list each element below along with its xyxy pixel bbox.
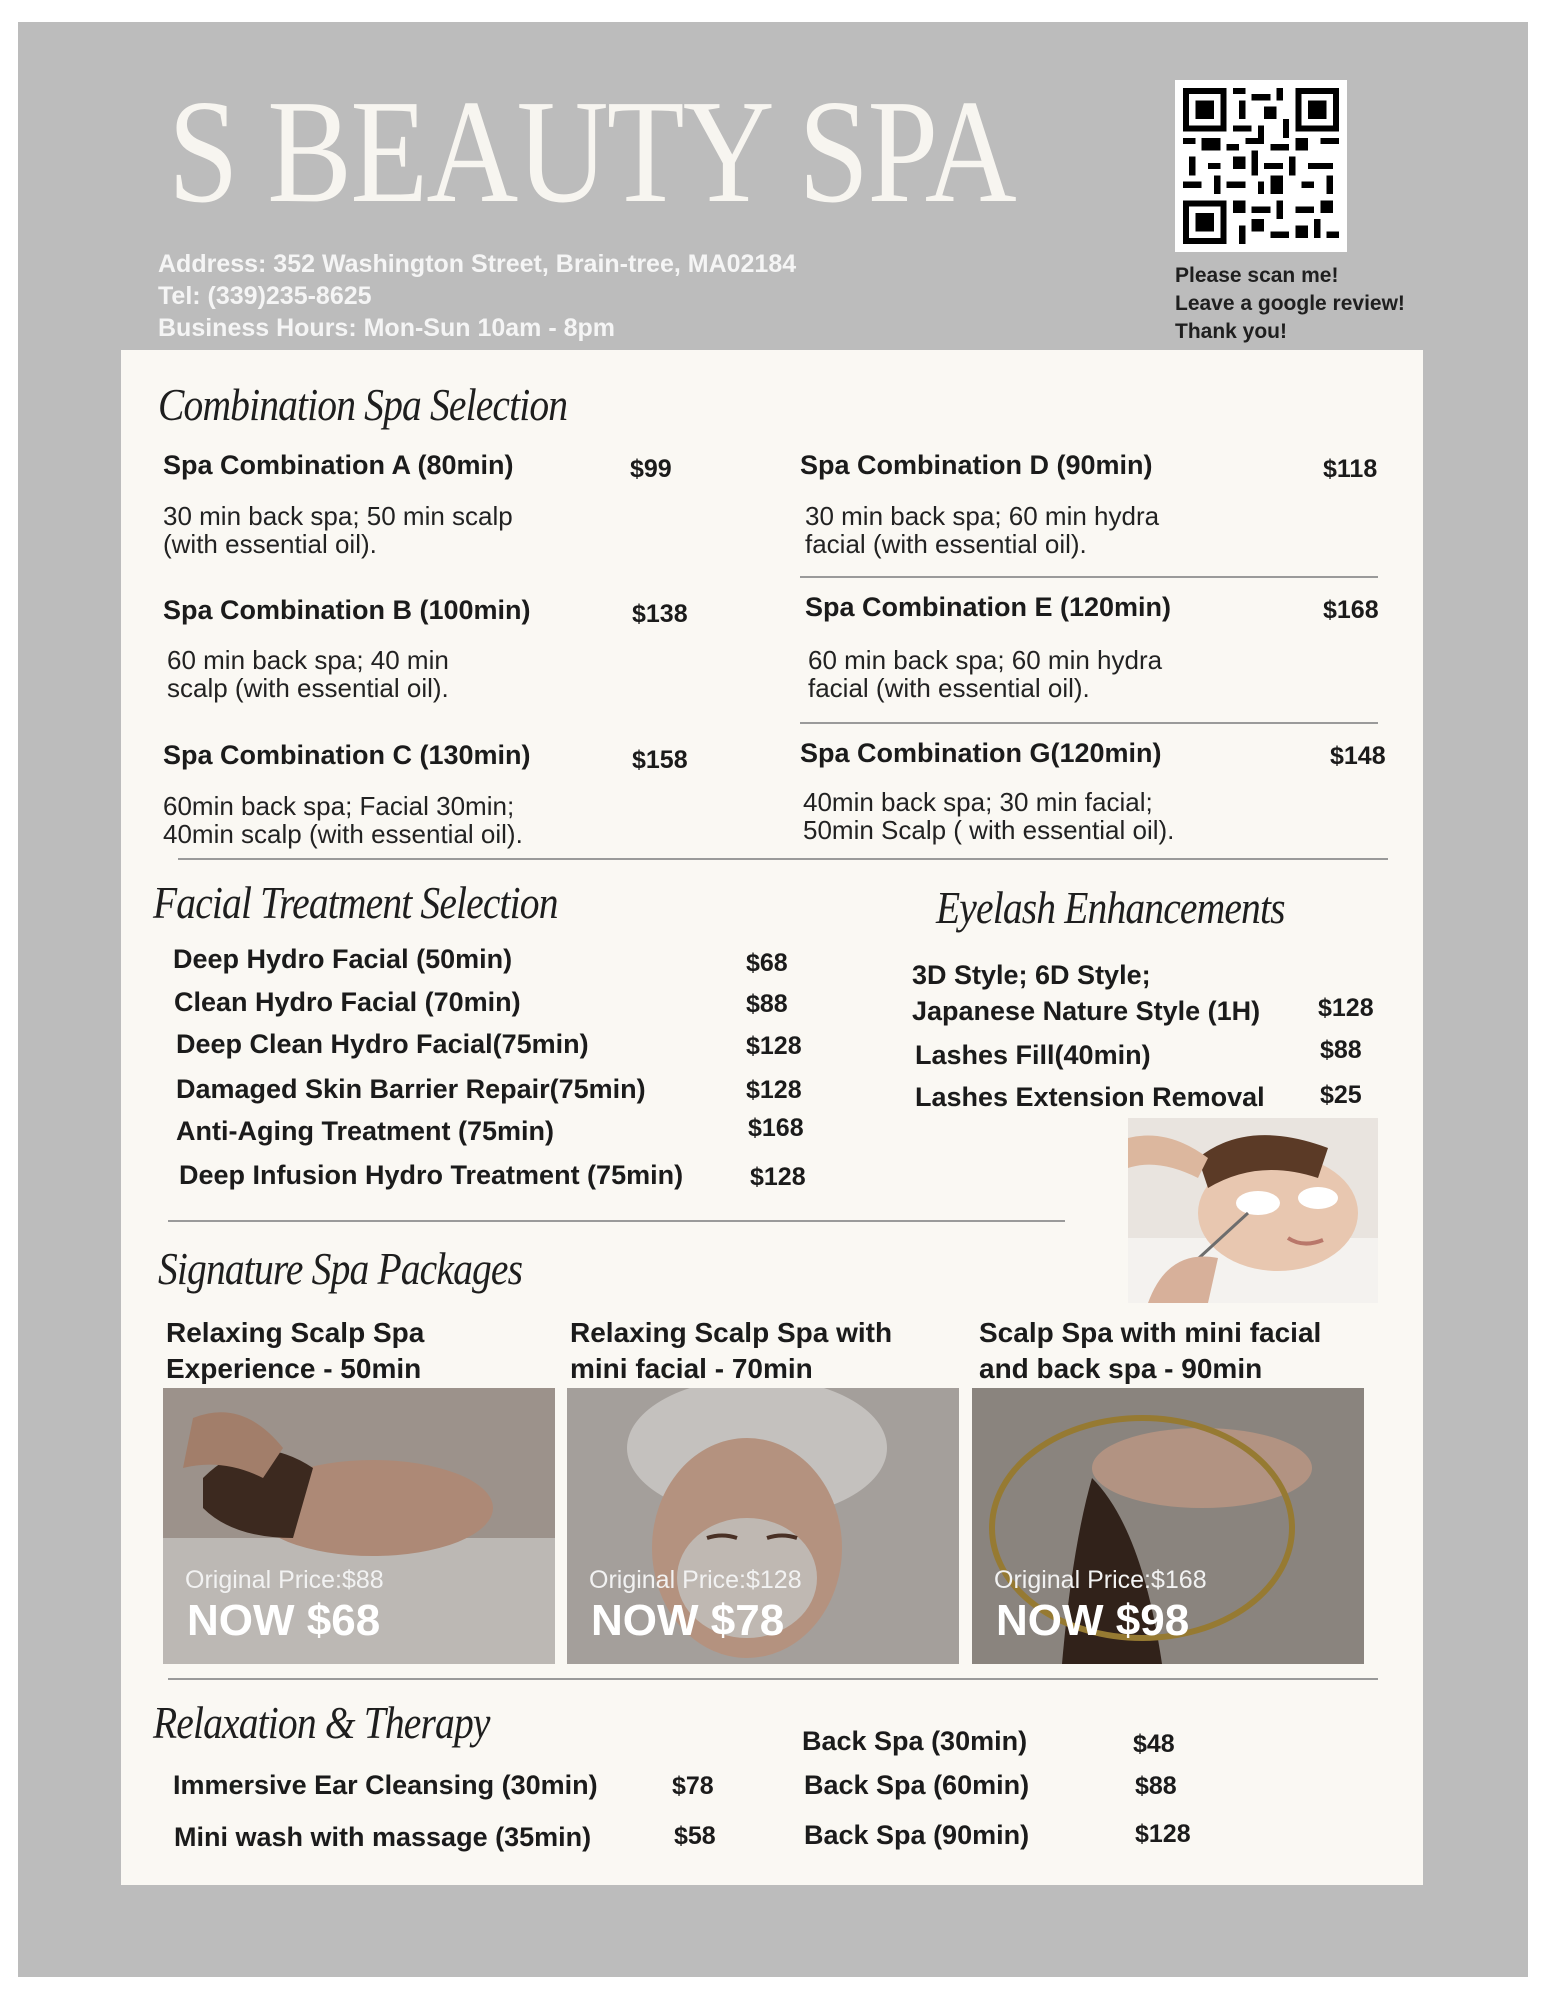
package-3-card[interactable] xyxy=(972,1388,1364,1664)
combo-d-desc xyxy=(805,502,1159,558)
back-spa-item: Back Spa (30min) xyxy=(802,1726,1028,1756)
qr-code-icon xyxy=(1183,88,1339,244)
eyelash-price: $25 xyxy=(1320,1081,1362,1109)
relaxation-item: Mini wash with massage (35min) xyxy=(174,1822,592,1852)
combo-c-desc xyxy=(163,792,523,848)
combo-c-title: Spa Combination C (130min) xyxy=(163,740,531,770)
package-1-original-price: Original Price:$88 xyxy=(185,1566,384,1594)
combo-d-title: Spa Combination D (90min) xyxy=(800,450,1153,480)
desc-line: 40min scalp (with essential oil). xyxy=(163,819,523,849)
combo-b-desc xyxy=(167,646,449,702)
relaxation-price: $78 xyxy=(672,1772,714,1800)
back-spa-price: $128 xyxy=(1135,1820,1191,1848)
title-line: mini facial - 70min xyxy=(570,1353,813,1384)
package-1-now-price: NOW $68 xyxy=(187,1596,381,1645)
package-2-card[interactable] xyxy=(567,1388,959,1664)
facial-price: $168 xyxy=(748,1114,804,1142)
package-3-now-price: NOW $98 xyxy=(996,1596,1190,1645)
combo-a-title: Spa Combination A (80min) xyxy=(163,450,514,480)
desc-line: 30 min back spa; 50 min scalp xyxy=(163,501,513,531)
package-1-card[interactable] xyxy=(163,1388,555,1664)
qr-code[interactable] xyxy=(1175,80,1347,252)
combo-e-price: $168 xyxy=(1323,596,1379,624)
eyelash-price: $128 xyxy=(1318,994,1374,1022)
facial-item: Damaged Skin Barrier Repair(75min) xyxy=(176,1074,646,1104)
facial-price: $128 xyxy=(750,1163,806,1191)
combo-e-title: Spa Combination E (120min) xyxy=(805,592,1172,622)
combination-heading: Combination Spa Selection xyxy=(158,379,568,430)
contact-info xyxy=(158,248,796,344)
desc-line: facial (with essential oil). xyxy=(808,673,1090,703)
back-spa-price: $48 xyxy=(1133,1730,1175,1758)
combo-g-desc xyxy=(803,788,1174,844)
eyelash-item: 3D Style; 6D Style; xyxy=(912,960,1151,990)
relaxation-item: Immersive Ear Cleansing (30min) xyxy=(173,1770,598,1800)
eyelash-item: Lashes Fill(40min) xyxy=(915,1040,1151,1070)
desc-line: 30 min back spa; 60 min hydra xyxy=(805,501,1160,531)
combo-d-price: $118 xyxy=(1323,455,1378,483)
facial-price: $128 xyxy=(746,1076,802,1104)
phone-text: Tel: (339)235-8625 xyxy=(158,282,372,310)
qr-caption xyxy=(1175,262,1405,346)
title-line: Scalp Spa with mini facial xyxy=(979,1317,1322,1348)
qr-caption-line: Thank you! xyxy=(1175,320,1288,343)
eyelash-price: $88 xyxy=(1320,1036,1362,1064)
desc-line: 50min Scalp ( with essential oil). xyxy=(803,815,1175,845)
address-text: Address: 352 Washington Street, Brain-tree, MA02184 xyxy=(158,250,797,278)
combo-g-price: $148 xyxy=(1330,742,1386,770)
eyelash-item: Lashes Extension Removal xyxy=(915,1082,1265,1112)
back-spa-item: Back Spa (60min) xyxy=(804,1770,1030,1800)
facial-price: $68 xyxy=(746,949,788,977)
desc-line: facial (with essential oil). xyxy=(805,529,1087,559)
package-2-title xyxy=(570,1315,892,1387)
combo-a-price: $99 xyxy=(630,455,672,483)
divider xyxy=(168,1678,1378,1680)
eyelash-image xyxy=(1128,1118,1378,1303)
combo-a-desc xyxy=(163,502,513,558)
back-spa-price: $88 xyxy=(1135,1772,1177,1800)
qr-caption-line: Please scan me! xyxy=(1175,264,1339,287)
divider xyxy=(800,722,1378,724)
facial-item: Clean Hydro Facial (70min) xyxy=(174,987,521,1017)
package-3-title xyxy=(979,1315,1321,1387)
combo-g-title: Spa Combination G(120min) xyxy=(800,738,1162,768)
relaxation-heading: Relaxation & Therapy xyxy=(153,1697,490,1748)
hours-text: Business Hours: Mon-Sun 10am - 8pm xyxy=(158,314,616,342)
back-spa-item: Back Spa (90min) xyxy=(804,1820,1030,1850)
desc-line: 60 min back spa; 40 min xyxy=(167,645,449,675)
signature-heading: Signature Spa Packages xyxy=(158,1243,523,1294)
facial-price: $88 xyxy=(746,990,788,1018)
divider xyxy=(178,858,1388,860)
combo-c-price: $158 xyxy=(632,746,688,774)
title-line: and back spa - 90min xyxy=(979,1353,1263,1384)
facial-price: $128 xyxy=(746,1032,802,1060)
eyelash-heading: Eyelash Enhancements xyxy=(936,882,1285,933)
divider xyxy=(168,1220,1065,1222)
eyelash-item: Japanese Nature Style (1H) xyxy=(912,996,1261,1026)
package-1-title xyxy=(166,1315,424,1387)
desc-line: (with essential oil). xyxy=(163,529,377,559)
title-line: Relaxing Scalp Spa xyxy=(166,1317,425,1348)
title-line: Relaxing Scalp Spa with xyxy=(570,1317,893,1348)
facial-item: Deep Hydro Facial (50min) xyxy=(173,944,513,974)
relaxation-price: $58 xyxy=(674,1822,716,1850)
facial-item: Anti-Aging Treatment (75min) xyxy=(176,1116,555,1146)
facial-item: Deep Infusion Hydro Treatment (75min) xyxy=(179,1160,684,1190)
combo-b-price: $138 xyxy=(632,600,688,628)
title-line: Experience - 50min xyxy=(166,1353,422,1384)
facial-item: Deep Clean Hydro Facial(75min) xyxy=(176,1029,589,1059)
combo-e-desc xyxy=(808,646,1162,702)
package-2-now-price: NOW $78 xyxy=(591,1596,785,1645)
qr-caption-line: Leave a google review! xyxy=(1175,292,1405,315)
facial-heading: Facial Treatment Selection xyxy=(153,877,558,928)
eyelash-photo xyxy=(1128,1118,1378,1303)
desc-line: 40min back spa; 30 min facial; xyxy=(803,787,1153,817)
spa-title: S BEAUTY SPA xyxy=(168,70,1016,234)
desc-line: 60min back spa; Facial 30min; xyxy=(163,791,515,821)
combo-b-title: Spa Combination B (100min) xyxy=(163,595,531,625)
divider xyxy=(800,576,1378,578)
desc-line: scalp (with essential oil). xyxy=(167,673,449,703)
desc-line: 60 min back spa; 60 min hydra xyxy=(808,645,1163,675)
package-3-original-price: Original Price:$168 xyxy=(994,1566,1207,1594)
package-2-original-price: Original Price:$128 xyxy=(589,1566,802,1594)
